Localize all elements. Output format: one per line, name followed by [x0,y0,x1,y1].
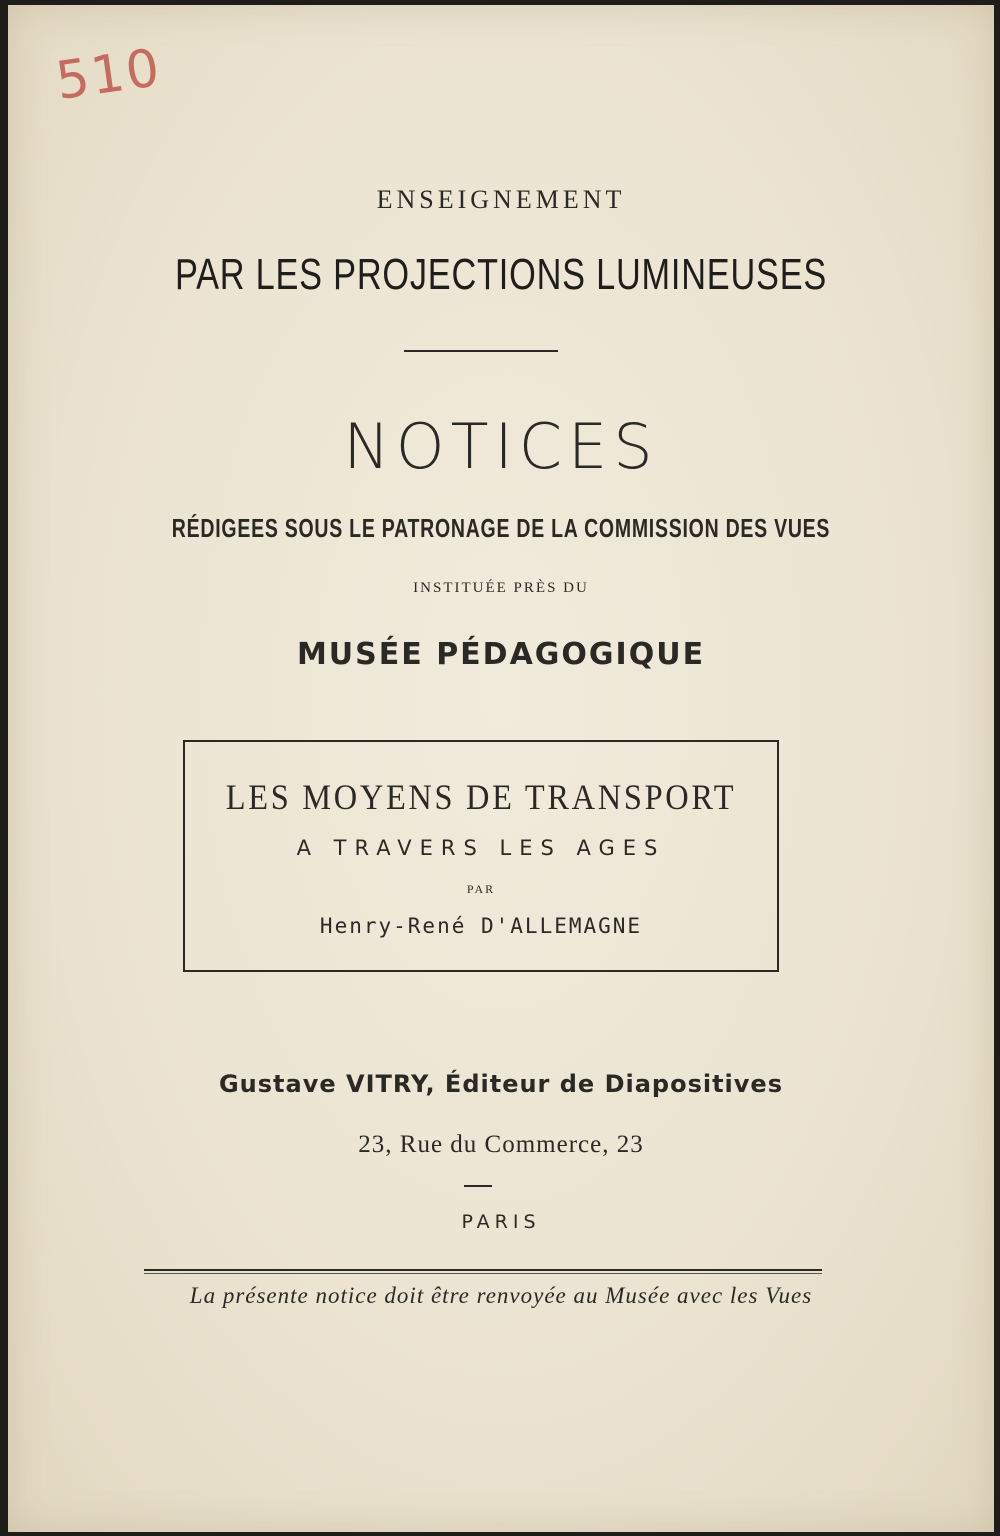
divider-rule [404,350,558,352]
publisher-address: 23, Rue du Commerce, 23 [358,1131,644,1158]
publisher-city: PARIS [461,1211,541,1233]
notices-subtitle: RÉDIGEES SOUS LE PATRONAGE DE LA COMMISSION DES VUES [171,513,831,543]
footer-rule-thin [144,1273,822,1274]
work-title-box [183,740,779,972]
header-kicker: ENSEIGNEMENT [376,185,626,214]
footer-note: La présente notice doit être renvoyée au Musée avec les Vues [189,1283,813,1308]
author-name: Henry-René D'ALLEMAGNE [319,914,643,938]
institution-line: INSTITUÉE PRÈS DU [413,580,589,596]
by-label: PAR [466,882,496,896]
museum-name: MUSÉE PÉDAGOGIQUE [296,637,706,672]
work-subtitle: A TRAVERS LES AGES [296,836,666,860]
work-title: LES MOYENS DE TRANSPORT [225,777,737,817]
main-title: PAR LES PROJECTIONS LUMINEUSES [174,250,828,299]
footer-rule [144,1269,822,1271]
notices-title: NOTICES [343,410,659,483]
document-page [8,5,994,1532]
divider-rule-small [464,1185,492,1187]
handwritten-mark: 510 [52,37,165,113]
publisher-name: Gustave VITRY, Éditeur de Diapositives [218,1070,783,1098]
